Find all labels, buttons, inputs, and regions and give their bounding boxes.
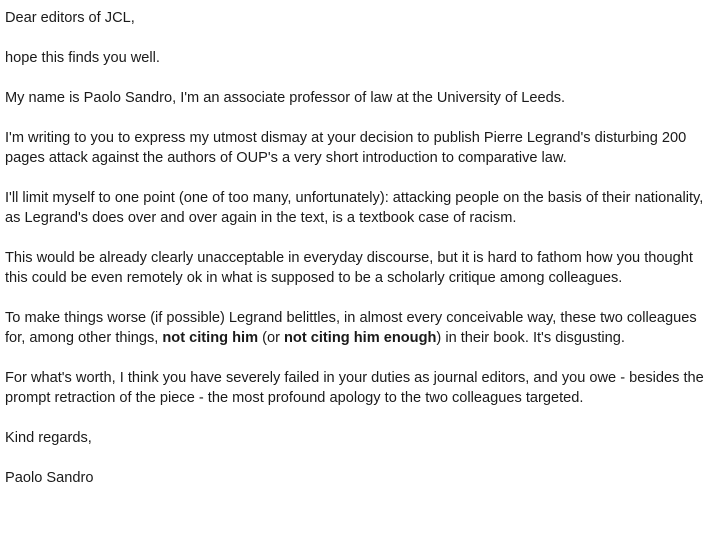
dismay-paragraph: I'm writing to you to express my utmost dismay at your decision to publish Pierre Legrand's disturbing 200 pages attack against the authors of OUP's a very short introduction to comparative law. [5,130,687,166]
belittles-text-1: To make things worse (if possible) Legrand belittles, in almost every conceivable way, these two colleagues for, among other things, [5,310,697,346]
greeting: hope this finds you well. [5,50,160,66]
intro-paragraph: My name is Paolo Sandro, I'm an associate professor of law at the University of Leeds. [5,90,566,106]
signature: Paolo Sandro [5,470,94,486]
unacceptable-paragraph: This would be already clearly unacceptable in everyday discourse, but it is hard to fathom how you thought this could be even remotely ok in what is supposed to be a scholarly critique among colleagues. [5,250,693,286]
racism-paragraph: I'll limit myself to one point (one of too many, unfortunately): attacking people on the basis of their nationality, as Legrand's does over and over again in the text, is a textbook case of racism. [5,190,704,226]
failed-duties-paragraph: For what's worth, I think you have severely failed in your duties as journal editors, and you owe - besides the prompt retraction of the piece - the most profound apology to the two colleagues targeted. [5,370,704,406]
belittles-text-2: (or [258,330,285,346]
bold-not-citing-him-enough: not citing him enough [284,330,437,346]
belittles-text-3: ) in their book. It's disgusting. [436,330,625,346]
closing: Kind regards, [5,430,92,446]
belittles-paragraph [5,308,704,348]
salutation: Dear editors of JCL, [5,10,135,26]
bold-not-citing-him: not citing him [162,330,259,346]
